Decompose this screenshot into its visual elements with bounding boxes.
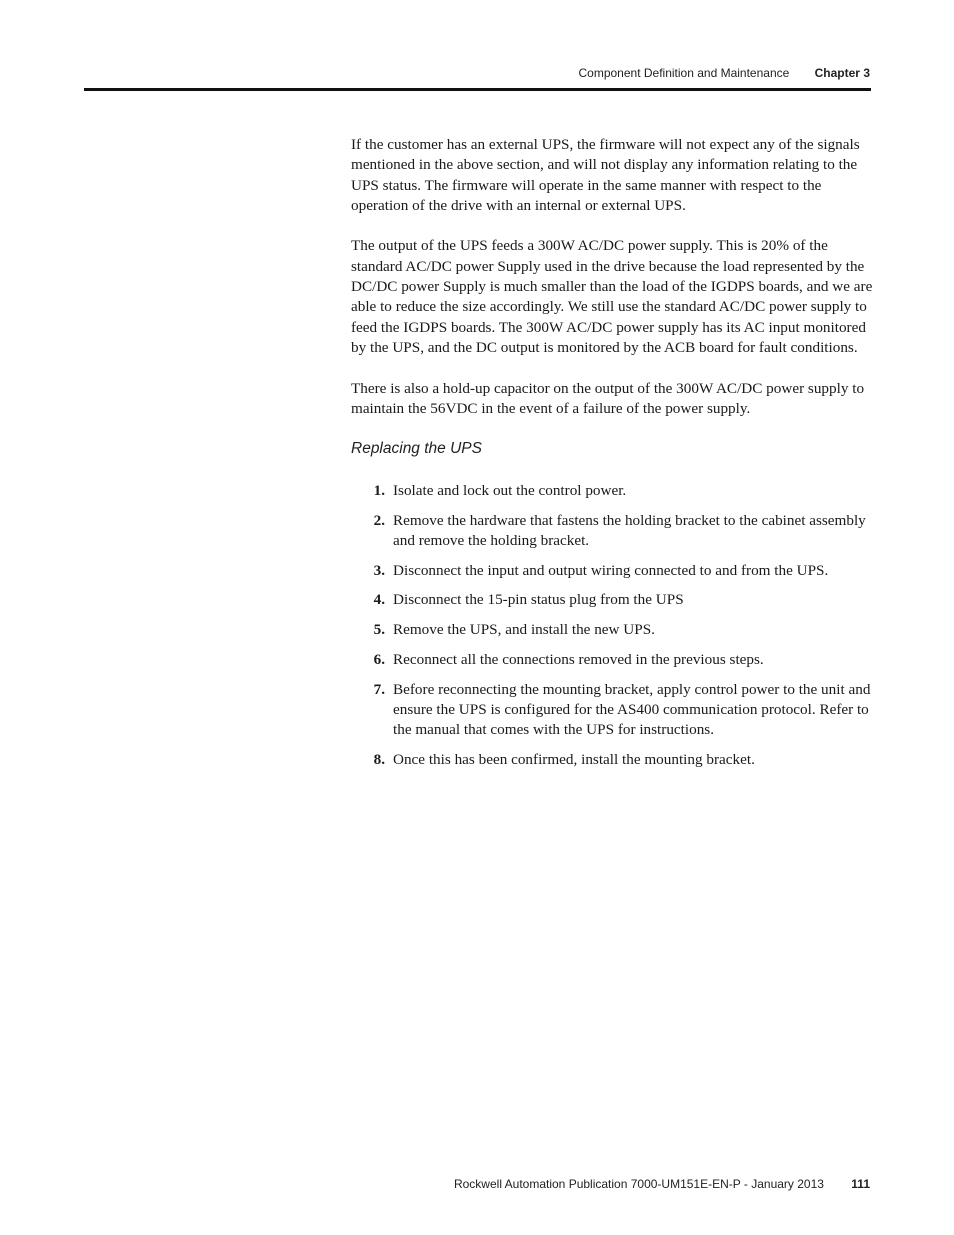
list-item [351,750,873,770]
list-item [351,620,873,640]
step-number: 7. [373,680,385,698]
step-number: 1. [373,481,385,499]
page-header [578,66,870,80]
paragraph-external-ups: If the customer has an external UPS, the firmware will not expect any of the signals mentioned in the above section, and will not display any information relating to the UPS status. The firmware will operate in the same manner with respect to the operation of the drive with an internal or external UPS. [351,136,860,214]
header-chapter-label: Chapter 3 [814,66,870,80]
page-content [351,135,873,780]
step-text: Before reconnecting the mounting bracket, apply control power to the unit and ensure the UPS is configured for the AS400 communication protocol. Refer to the manual that comes with the UPS for instructions. [393,680,871,739]
step-text: Remove the hardware that fastens the holding bracket to the cabinet assembly and remove the holding bracket. [393,511,866,549]
step-text: Disconnect the 15-pin status plug from the UPS [393,591,684,609]
list-item [351,650,873,670]
step-text: Remove the UPS, and install the new UPS. [393,621,655,639]
paragraph-power-supply: The output of the UPS feeds a 300W AC/DC power supply. This is 20% of the standard AC/DC power Supply used in the drive because the load represented by the DC/DC power Supply is much smaller than the load of the IGDPS boards, and we are able to reduce the size accordingly. We still use the standard AC/DC power supply to feed the IGDPS boards. The 300W AC/DC power supply has its AC input monitored by the UPS, and the DC output is monitored by the ACB board for fault conditions. [351,237,873,356]
step-text: Reconnect all the connections removed in the previous steps. [393,651,764,669]
list-item [351,481,873,501]
list-item [351,511,873,552]
header-rule [84,88,871,91]
step-number: 3. [373,561,385,579]
step-number: 6. [373,651,385,669]
paragraph-hold-up-capacitor: There is also a hold-up capacitor on the output of the 300W AC/DC power supply to maintain the 56VDC in the event of a failure of the power supply. [351,379,865,417]
procedure-steps [351,481,873,771]
step-text: Isolate and lock out the control power. [393,481,627,499]
publication-info: Rockwell Automation Publication 7000-UM151E-EN-P - January 2013 [453,1177,824,1191]
list-item [351,561,873,581]
step-number: 4. [373,591,385,609]
step-number: 5. [373,621,385,639]
step-number: 2. [373,511,385,529]
step-text: Once this has been confirmed, install the mounting bracket. [393,751,755,769]
step-number: 8. [373,751,385,769]
step-text: Disconnect the input and output wiring connected to and from the UPS. [393,561,829,579]
list-item [351,590,873,610]
page-footer [454,1177,870,1191]
header-section-title: Component Definition and Maintenance [578,66,790,80]
section-subheading: Replacing the UPS [351,440,482,458]
list-item [351,680,873,741]
page-number: 111 [851,1177,870,1191]
